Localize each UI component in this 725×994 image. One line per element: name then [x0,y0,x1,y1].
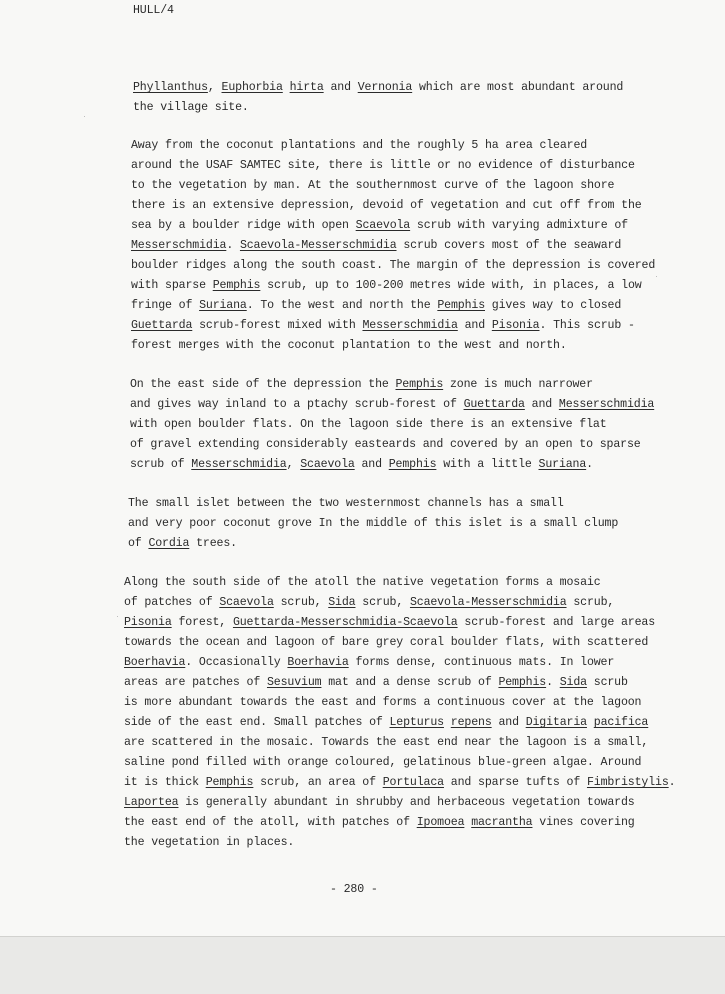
text-run: there is an extensive depression, devoid of vegetation and cut off from the [131,199,642,212]
text-run: the village site. [133,101,249,114]
text-run: which are most abundant around [412,81,624,94]
taxon-name: Scaevola-Messerschmidia [239,239,397,252]
text-run: sea by a boulder ridge with open [131,219,356,232]
text-run: vines covering [532,816,635,829]
taxon-name: Euphorbia [221,81,283,94]
text-run: towards the ocean and lagoon of bare grey coral boulder flats, with scattered [124,636,649,649]
taxon-name: Scaevola [219,596,274,609]
text-run: scrub, up to 100-200 metres wide with, in places, a low [260,279,642,292]
text-line [131,176,614,196]
taxon-name: Laportea [124,796,179,809]
text-run: and sparse tufts of [443,776,587,789]
text-run: and [323,81,358,94]
text-run: is more abundant towards the east and forms a continuous cover at the lagoon [124,696,642,709]
text-run: Away from the coconut plantations and the roughly 5 ha area cleared [131,139,588,152]
text-line [131,336,567,356]
taxon-name: Messerschmidia [558,398,655,411]
text-line [130,435,641,455]
taxon-name: repens [450,716,492,729]
text-run: scrub, [355,596,410,609]
taxon-name: Pisonia [491,319,540,332]
taxon-name: Ipomoea [416,816,465,829]
text-run: and [524,398,559,411]
text-run: areas are patches of [124,676,267,689]
taxon-name: Scaevola [355,219,411,232]
taxon-name: Guettarda-Messerschmidia-Scaevola [232,616,458,629]
page-header-ref: HULL/4 [133,4,174,17]
taxon-name: Lepturus [389,716,444,729]
taxon-name: Cordia [148,537,190,550]
text-run: , [286,458,301,471]
text-run: boulder ridges along the south coast. The margin of the depression is covered [131,259,656,272]
text-run: scrub, an area of [253,776,383,789]
text-line [131,256,655,276]
text-line [124,793,635,813]
text-line [124,653,614,673]
text-line [124,813,635,833]
text-line [124,773,675,793]
text-run: , [207,81,222,94]
taxon-name: Guettarda [131,319,193,332]
text-line [131,196,642,216]
taxon-name: Pemphis [388,458,437,471]
text-run: the vegetation in places. [124,836,295,849]
text-line [124,733,648,753]
text-line [124,613,655,633]
text-run: scrub-forest mixed with [192,319,363,332]
text-run: and very poor coconut grove In the middle of this islet is a small clump [128,517,619,530]
text-run: . [668,776,676,789]
text-line [131,216,628,236]
text-run: . [586,458,593,471]
text-run: of patches of [124,596,220,609]
text-run: and gives way inland to a ptachy scrub-forest of [130,398,464,411]
text-run: . This scrub - [539,319,635,332]
text-run: zone is much narrower [443,378,593,391]
taxon-name: Boerhavia [124,656,186,669]
text-run: around the USAF SAMTEC site, there is little or no evidence of disturbance [131,159,635,172]
taxon-name: Fimbristylis [586,776,669,789]
text-run: are scattered in the mosaic. Towards the east end near the lagoon is a small, [124,736,649,749]
text-run: and [354,458,389,471]
text-line [130,415,607,435]
text-line [130,455,593,475]
taxon-name: Messerschmidia [191,458,287,471]
text-run: side of the east end. Small patches of [124,716,390,729]
text-run: gives way to closed [485,299,622,312]
text-run: scrub covers most of the seaward [396,239,622,252]
text-run: and [491,716,526,729]
text-run: the east end of the atoll, with patches of [124,816,417,829]
text-run: with sparse [131,279,213,292]
text-run [283,81,290,94]
text-run: scrub, [273,596,329,609]
taxon-name: Guettarda [463,398,525,411]
text-run: fringe of [131,299,200,312]
text-line [124,713,648,733]
taxon-name: Suriana [538,458,587,471]
text-run [444,716,451,729]
text-line [133,78,623,98]
taxon-name: Portulaca [382,776,444,789]
text-run: mat and a dense scrub of [321,676,499,689]
taxon-name: Boerhavia [287,656,349,669]
text-run: is generally abundant in shrubby and herbaceous vegetation towards [178,796,635,809]
taxon-name: Pemphis [395,378,444,391]
text-line [131,156,635,176]
taxon-name: Sesuvium [266,676,322,689]
stray-mark [656,276,657,277]
taxon-name: Pemphis [498,676,547,689]
text-line [124,693,641,713]
text-run: it is thick [124,776,206,789]
text-line [124,593,614,613]
text-line [124,673,628,693]
text-run: . [226,239,240,252]
text-line [124,753,641,773]
taxon-name: Scaevola [300,458,355,471]
text-run: of [128,537,149,550]
text-line [128,514,618,534]
text-line [128,494,564,514]
text-run: to the vegetation by man. At the southernmost curve of the lagoon shore [131,179,615,192]
text-line [130,395,654,415]
text-line [131,316,635,336]
text-run: scrub of [130,458,192,471]
text-run: scrub, [566,596,615,609]
text-run: forest merges with the coconut plantation to the west and north. [131,339,567,352]
text-line [131,276,642,296]
taxon-name: Pisonia [124,616,172,629]
page-number: - 280 - [330,883,378,896]
text-run: with open boulder flats. On the lagoon side there is an extensive flat [130,418,607,431]
taxon-name: Pemphis [437,299,485,312]
text-run: saline pond filled with orange coloured, gelatinous blue-green algae. Around [124,756,642,769]
taxon-name: Messerschmidia [131,239,227,252]
taxon-name: Messerschmidia [362,319,458,332]
text-run: . [546,676,560,689]
taxon-name: Suriana [199,299,247,312]
text-run: with a little [436,458,539,471]
taxon-name: macrantha [471,816,533,829]
text-line [131,136,587,156]
text-run: forms dense, continuous mats. In lower [348,656,615,669]
taxon-name: Phyllanthus [133,81,208,94]
taxon-name: hirta [289,81,324,94]
text-run: scrub-forest and large areas [457,616,656,629]
text-run: forest, [171,616,233,629]
text-run: of gravel extending considerably easteards and covered by an open to sparse [130,438,641,451]
text-run: scrub with varying admixture of [410,219,628,232]
taxon-name: Sida [559,676,587,689]
taxon-name: Vernonia [357,81,413,94]
text-line [130,375,593,395]
taxon-name: Scaevola-Messerschmidia [409,596,567,609]
text-line [131,236,621,256]
text-line [124,573,601,593]
taxon-name: Pemphis [205,776,254,789]
stray-mark [84,116,85,117]
text-run: scrub [586,676,628,689]
text-line [131,296,621,316]
taxon-name: Pemphis [212,279,261,292]
text-run: Along the south side of the atoll the native vegetation forms a mosaic [124,576,601,589]
text-run: On the east side of the depression the [130,378,396,391]
taxon-name: pacifica [593,716,649,729]
text-line [128,534,237,554]
text-run: The small islet between the two westernmost channels has a small [128,497,564,510]
text-run: and [457,319,492,332]
taxon-name: Sida [328,596,356,609]
text-line [133,98,249,118]
text-run [587,716,594,729]
stray-mark [117,616,118,617]
text-run: . To the west and north the [246,299,438,312]
text-run: trees. [189,537,237,550]
text-line [124,633,648,653]
text-run: . Occasionally [185,656,288,669]
taxon-name: Digitaria [525,716,587,729]
text-line [124,833,294,853]
